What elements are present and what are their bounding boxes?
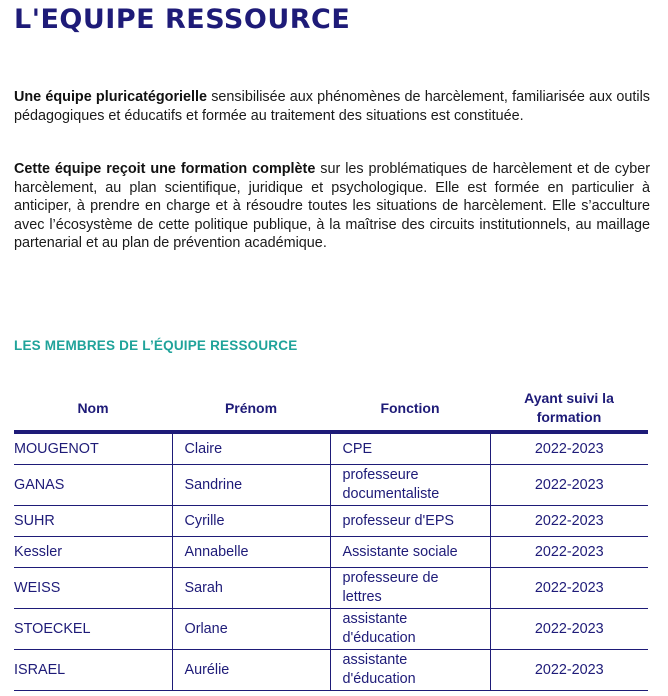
- cell-prenom: Sandrine: [172, 465, 330, 506]
- cell-fonction: [330, 465, 490, 506]
- cell-formation: 2022-2023: [490, 465, 648, 506]
- cell-fonction: professeur d'EPS: [330, 506, 490, 537]
- cell-prenom: Annabelle: [172, 537, 330, 568]
- cell-nom: ISRAEL: [14, 650, 172, 691]
- cell-fonction-line2: d'éducation: [342, 630, 416, 646]
- cell-fonction: [330, 650, 490, 691]
- intro-paragraph: [14, 88, 650, 125]
- members-section-title: LES MEMBRES DE L’ÉQUIPE RESSOURCE: [14, 338, 298, 353]
- header-formation-line1: Ayant suivi la: [524, 390, 614, 406]
- cell-nom: MOUGENOT: [14, 432, 172, 465]
- intro-paragraph-bold: Une équipe pluricatégorielle: [14, 89, 208, 105]
- cell-prenom: Aurélie: [172, 650, 330, 691]
- cell-nom: SUHR: [14, 506, 172, 537]
- cell-fonction-line2: lettres: [342, 589, 382, 605]
- members-table: [14, 386, 648, 691]
- header-formation-line2: formation: [536, 409, 602, 425]
- header-formation: [490, 386, 648, 432]
- cell-fonction: [330, 609, 490, 650]
- table-row: [14, 568, 648, 609]
- intro-paragraph-text: sensibilisée aux phénomènes de harcèlement, familiarisée aux outils pédagogiques et éducatifs et formée au traitement des situations est constituée.: [14, 89, 650, 124]
- cell-formation: 2022-2023: [490, 650, 648, 691]
- table-header-row: [14, 386, 648, 432]
- cell-formation: 2022-2023: [490, 506, 648, 537]
- cell-fonction: [330, 568, 490, 609]
- table-row: [14, 506, 648, 537]
- cell-fonction-line1: assistante: [342, 652, 408, 668]
- cell-formation: 2022-2023: [490, 432, 648, 465]
- training-paragraph: [14, 160, 650, 253]
- page-title: L'EQUIPE RESSOURCE: [14, 4, 351, 35]
- table-row: [14, 432, 648, 465]
- training-paragraph-text: sur les problématiques de harcèlement et de cyber harcèlement, au plan scientifique, juridique et psychologique. Elle est formée en particulier à anticiper, à prendre en charge et à résoudre toutes les situations de harcèlement. Elle s’acculture avec l’écosystème de cette politique publique, à la maîtrise des circuits institutionnels, au maillage partenarial et au plan de prévention académique.: [14, 161, 650, 251]
- cell-fonction: Assistante sociale: [330, 537, 490, 568]
- training-paragraph-bold: Cette équipe reçoit une formation complète: [14, 161, 316, 177]
- table-row: [14, 650, 648, 691]
- cell-nom: WEISS: [14, 568, 172, 609]
- table-row: [14, 609, 648, 650]
- cell-nom: STOECKEL: [14, 609, 172, 650]
- header-prenom: Prénom: [172, 386, 330, 432]
- cell-prenom: Cyrille: [172, 506, 330, 537]
- cell-formation: 2022-2023: [490, 609, 648, 650]
- cell-fonction-line2: d'éducation: [342, 671, 416, 687]
- cell-fonction: CPE: [330, 432, 490, 465]
- cell-fonction-line1: assistante: [342, 611, 408, 627]
- cell-prenom: Orlane: [172, 609, 330, 650]
- cell-formation: 2022-2023: [490, 537, 648, 568]
- table-row: [14, 537, 648, 568]
- cell-nom: Kessler: [14, 537, 172, 568]
- cell-prenom: Claire: [172, 432, 330, 465]
- cell-formation: 2022-2023: [490, 568, 648, 609]
- cell-fonction-line2: documentaliste: [342, 486, 440, 502]
- header-nom: Nom: [14, 386, 172, 432]
- cell-nom: GANAS: [14, 465, 172, 506]
- cell-prenom: Sarah: [172, 568, 330, 609]
- table-row: [14, 465, 648, 506]
- cell-fonction-line1: professeure de: [342, 570, 439, 586]
- header-fonction: Fonction: [330, 386, 490, 432]
- cell-fonction-line1: professeure: [342, 467, 419, 483]
